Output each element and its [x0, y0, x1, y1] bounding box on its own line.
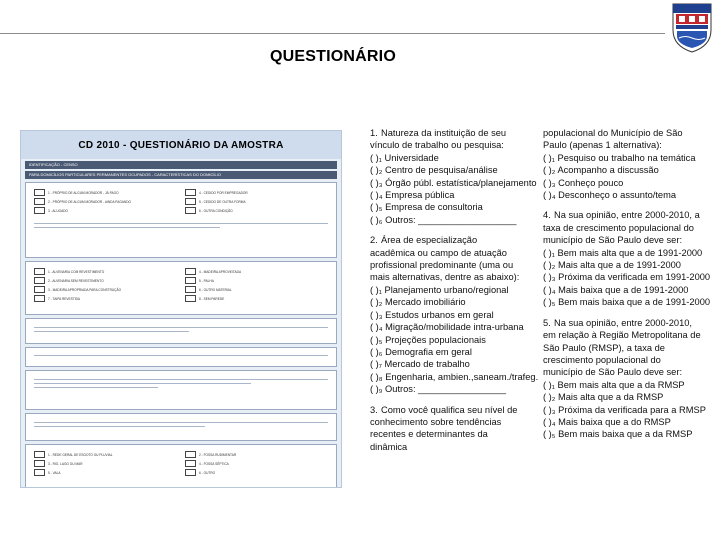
option-item[interactable]: ( )₅ Bem mais baixa que a da RMSP — [543, 429, 693, 440]
option-item[interactable]: ( )₁ Pesquiso ou trabalho na temática — [543, 152, 696, 163]
option-item[interactable]: ( )₁ Bem mais alta que a da RMSP — [543, 379, 685, 390]
form-option: 2 - ALVENARIA SEM REVESTIMENTO — [34, 277, 177, 284]
form-option: 7 - TAIPA REVESTIDA — [34, 295, 177, 302]
option-item[interactable]: ( )₅ Empresa de consultoria — [370, 202, 483, 213]
form-option: 4 - FOSSA SÉPTICA — [185, 460, 328, 467]
option-item[interactable]: ( )₃ Conheço pouco — [543, 177, 624, 188]
option-item[interactable]: ( )₄ Empresa pública — [370, 190, 455, 201]
option-item[interactable]: ( )₆ Outros: ___________________ — [370, 214, 517, 225]
question-3-continuation: populacional do Município de São Paulo (apenas 1 alternativa): — [543, 128, 683, 151]
university-crest-logo — [667, 0, 717, 54]
question-3: 3. Como você qualifica seu nível de conhecimento sobre tendências recentes e determinantes da dinâmica — [370, 404, 518, 452]
form-option: 8 - SEM PAREDE — [185, 295, 328, 302]
form-option: 3 - RIO, LAGO OU MAR — [34, 460, 177, 467]
option-item[interactable]: ( )₂ Acompanho a discussão — [543, 165, 659, 176]
option-item[interactable]: ( )₄ Mais baixa que a de 1991-2000 — [543, 284, 689, 295]
question-1: 1. Natureza da instituição de seu vínculo de trabalho ou pesquisa: — [370, 128, 507, 151]
form-option: 6 - OUTRA CONDIÇÃO — [185, 207, 328, 214]
form-title: CD 2010 - QUESTIONÁRIO DA AMOSTRA — [78, 139, 284, 151]
option-item[interactable]: ( )₈ Engenharia, ambien.,saneam./trafeg. — [370, 371, 539, 382]
form-question-block — [25, 318, 337, 344]
form-option: 3 - ALUGADO — [34, 207, 177, 214]
census-form-image — [20, 130, 342, 488]
option-item[interactable]: ( )₁ Planejamento urbano/regional — [370, 284, 509, 295]
form-option: 5 - VALA — [34, 469, 177, 476]
form-question-block — [25, 182, 337, 258]
option-item[interactable]: ( )₉ Outros: _________________ — [370, 384, 507, 395]
option-item[interactable]: ( )₁ Universidade — [370, 152, 439, 163]
option-item[interactable]: ( )₂ Mercado imobiliário — [370, 297, 466, 308]
form-option: 1 - ALVENARIA COM REVESTIMENTO — [34, 268, 177, 275]
header-divider — [0, 33, 665, 34]
questions-column-right — [543, 127, 711, 441]
option-item[interactable]: ( )₆ Demografia em geral — [370, 346, 472, 357]
form-section-bar: IDENTIFICAÇÃO - CENSO — [25, 161, 337, 169]
option-item[interactable]: ( )₅ Bem mais baixa que a de 1991-2000 — [543, 297, 711, 308]
form-option: 4 - CEDIDO POR EMPREGADOR — [185, 189, 328, 196]
form-option: 5 - PALHA — [185, 277, 328, 284]
option-item[interactable]: ( )₂ Mais alta que a de 1991-2000 — [543, 260, 681, 271]
option-item[interactable]: ( )₃ Estudos urbanos em geral — [370, 309, 494, 320]
question-4: 4. Na sua opinião, entre 2000-2010, a taxa de crescimento populacional do município de São Paulo deve ser: — [543, 210, 700, 246]
option-item[interactable]: ( )₄ Desconheço o assunto/tema — [543, 190, 676, 201]
form-option: 6 - OUTRO MATERIAL — [185, 286, 328, 293]
questions-column-left — [370, 127, 539, 453]
question-2: 2. Área de especialização acadêmica ou campo de atuação profissional predominante (uma ou mais alternativas, dentre as abaixo): — [370, 235, 520, 283]
form-option: 2 - PRÓPRIO DE ALGUM MORADOR - AINDA PAGANDO — [34, 198, 177, 205]
form-question-block — [25, 261, 337, 315]
form-header — [21, 131, 341, 159]
form-option: 5 - CEDIDO DE OUTRA FORMA — [185, 198, 328, 205]
form-question-block — [25, 347, 337, 367]
option-item[interactable]: ( )₅ Projeções populacionais — [370, 334, 486, 345]
form-option: 6 - OUTRO — [185, 469, 328, 476]
option-item[interactable]: ( )₃ Próxima da verificada para a RMSP — [543, 404, 706, 415]
question-5: 5. Na sua opinião, entre 2000-2010, em relação à Região Metropolitana de São Paulo (RMSP), a taxa de crescimento populacional do município de São Paulo deve ser: — [543, 317, 701, 378]
form-option: 1 - REDE GERAL DE ESGOTO OU PLUVIAL — [34, 451, 177, 458]
page-title: QUESTIONÁRIO — [270, 48, 396, 65]
option-item[interactable]: ( )₂ Mais alta que a da RMSP — [543, 392, 664, 403]
form-option: 4 - MADEIRA APROVEITADA — [185, 268, 328, 275]
option-item[interactable]: ( )₇ Mercado de trabalho — [370, 359, 470, 370]
option-item[interactable]: ( )₁ Bem mais alta que a de 1991-2000 — [543, 247, 703, 258]
form-question-block — [25, 370, 337, 410]
form-option: 2 - FOSSA RUDIMENTAR — [185, 451, 328, 458]
option-item[interactable]: ( )₄ Mais baixa que a do RMSP — [543, 416, 671, 427]
option-item[interactable]: ( )₃ Próxima da verificada em 1991-2000 — [543, 272, 711, 283]
form-question-block — [25, 413, 337, 441]
form-option: 3 - MADEIRA APROPRIADA PARA CONSTRUÇÃO — [34, 286, 177, 293]
form-question-block — [25, 444, 337, 488]
form-option: 1 - PRÓPRIO DE ALGUM MORADOR - JÁ PAGO — [34, 189, 177, 196]
option-item[interactable]: ( )₂ Centro de pesquisa/análise — [370, 165, 498, 176]
option-item[interactable]: ( )₄ Migração/mobilidade intra-urbana — [370, 322, 524, 333]
form-section-bar: PARA DOMICÍLIOS PARTICULARES PERMANENTES OCUPADOS - CARACTERÍSTICAS DO DOMICÍLIO — [25, 171, 337, 179]
option-item[interactable]: ( )₃ Órgão públ. estatística/planejamento — [370, 177, 537, 188]
